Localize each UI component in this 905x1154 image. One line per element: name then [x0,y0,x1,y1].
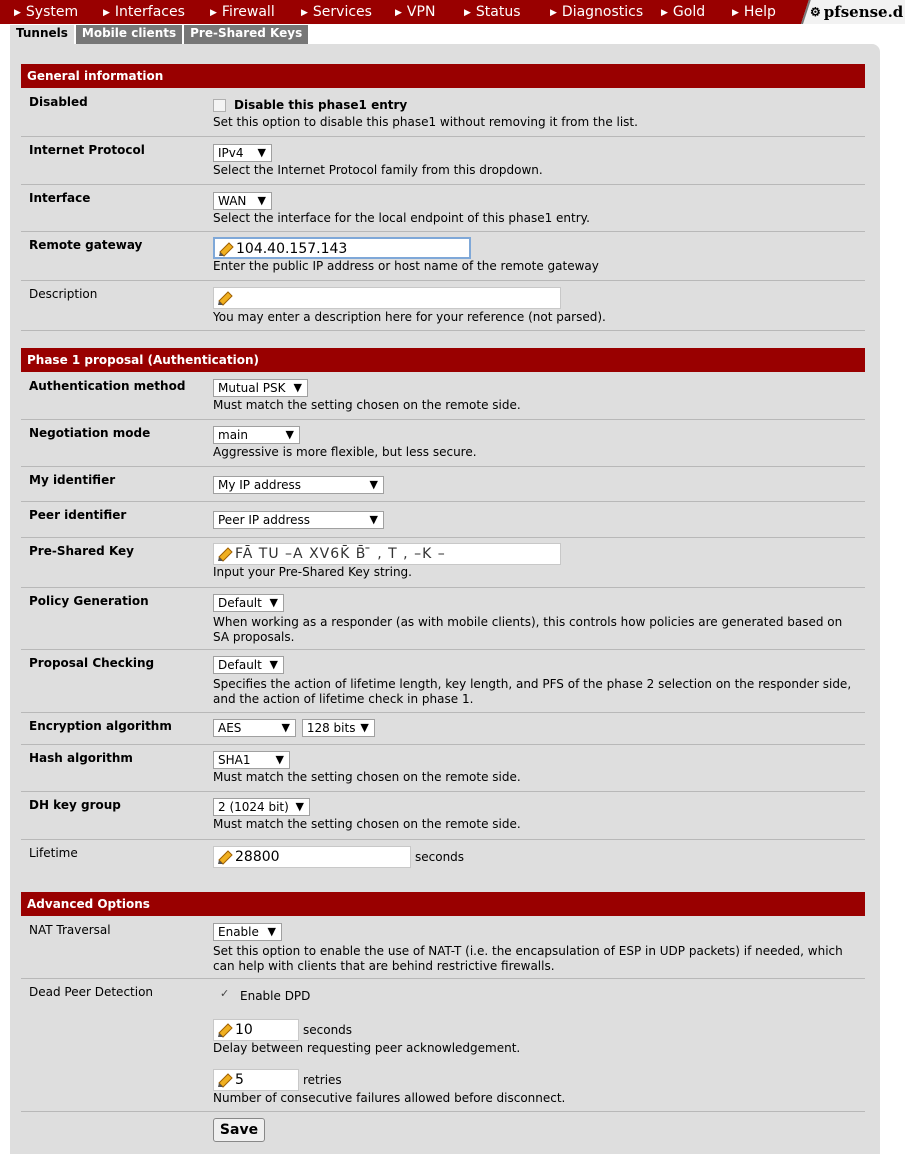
pencil-icon [217,290,235,306]
nav-status[interactable]: ▶ Status [464,4,521,20]
help-hash: Must match the setting chosen on the remote side. [213,770,521,784]
row-dh [21,792,865,840]
section-phase1: Phase 1 proposal (Authentication) [21,348,865,372]
auth-method-select[interactable]: Mutual PSK ▼ [213,379,308,397]
key-length-select[interactable]: 128 bits ▼ [302,719,375,737]
dropdown-arrow-icon: ▼ [369,478,378,491]
nav-gold[interactable]: ▶ Gold [661,4,706,20]
row-interface [21,185,865,232]
label-nat: NAT Traversal [29,923,111,937]
label-dpd: Dead Peer Detection [29,985,154,999]
dpd-retries-unit: retries [303,1073,342,1087]
row-disabled [21,89,865,137]
row-remote-gateway [21,232,865,281]
help-dh: Must match the setting chosen on the remote side. [213,817,521,831]
help-proposal-check: Specifies the action of lifetime length, key length, and PFS of the phase 2 selection on the responder side, and the action of lifetime check in phase 1. [213,677,852,706]
row-peer-identifier [21,502,865,538]
disable-checkbox[interactable] [213,99,226,112]
dropdown-arrow-icon: ▼ [293,381,302,394]
help-dpd-delay: Delay between requesting peer acknowledgement. [213,1041,521,1055]
nav-vpn[interactable]: ▶ VPN [395,4,436,20]
enable-dpd-label: Enable DPD [240,989,311,1003]
row-auth-method [21,373,865,420]
tab-bar [10,25,310,44]
row-proposal-check [21,650,865,713]
nav-services[interactable]: ▶ Services [301,4,372,20]
psk-input[interactable]: FĀ TU –A XV6K̄ B̄ ̄ , T , –K – [213,543,561,565]
pencil-icon [217,1072,235,1088]
row-negotiation [21,420,865,467]
negotiation-select[interactable]: main ▼ [213,426,300,444]
row-dpd [21,979,865,1112]
dropdown-arrow-icon: ▼ [269,658,278,671]
help-psk: Input your Pre-Shared Key string. [213,565,412,579]
nat-select[interactable]: Enable ▼ [213,923,282,941]
protocol-select[interactable]: IPv4 ▼ [213,144,272,162]
interface-select[interactable]: WAN ▼ [213,192,272,210]
dpd-delay-input[interactable]: 10 [213,1019,299,1041]
label-psk: Pre-Shared Key [29,544,134,558]
my-identifier-select[interactable]: My IP address ▼ [213,476,384,494]
nav-help[interactable]: ▶ Help [732,4,776,20]
top-nav [0,0,905,24]
nav-arrow-icon: ▶ [464,8,471,18]
help-nat: Set this option to enable the use of NAT-T (i.e. the encapsulation of ESP in UDP packets) if needed, which can help with clients that are behind restrictive firewalls. [213,944,843,973]
save-button[interactable]: Save [213,1118,265,1142]
brand-logo[interactable]: ⚙ pfsense.d [810,3,904,21]
pencil-icon [217,1022,235,1038]
lifetime-unit: seconds [415,850,465,864]
help-description: You may enter a description here for your reference (not parsed). [213,310,606,324]
help-remote-gateway: Enter the public IP address or host name of the remote gateway [213,259,599,273]
dropdown-arrow-icon: ▼ [360,721,369,734]
tab-mobile-clients[interactable]: Mobile clients [76,25,182,44]
label-encryption: Encryption algorithm [29,719,172,733]
dropdown-arrow-icon: ▼ [269,596,278,609]
dropdown-arrow-icon: ▼ [267,925,276,938]
help-auth-method: Must match the setting chosen on the remote side. [213,398,521,412]
nav-arrow-icon: ▶ [395,8,402,18]
nav-firewall[interactable]: ▶ Firewall [210,4,275,20]
row-description [21,281,865,331]
nav-arrow-icon: ▶ [732,8,739,18]
help-interface: Select the interface for the local endpoint of this phase1 entry. [213,211,590,225]
tab-pre-shared-keys[interactable]: Pre-Shared Keys [184,25,308,44]
disable-checkbox-label: Disable this phase1 entry [234,98,408,112]
label-dh: DH key group [29,798,121,812]
row-lifetime [21,840,865,876]
row-encryption [21,713,865,745]
pfsense-logo-icon: ⚙ [810,5,821,19]
help-dpd-retries: Number of consecutive failures allowed before disconnect. [213,1091,566,1105]
nav-interfaces[interactable]: ▶ Interfaces [103,4,185,20]
label-protocol: Internet Protocol [29,143,145,157]
label-negotiation: Negotiation mode [29,426,151,440]
label-disabled: Disabled [29,95,88,109]
label-hash: Hash algorithm [29,751,133,765]
row-psk [21,538,865,588]
help-protocol: Select the Internet Protocol family from this dropdown. [213,163,543,177]
help-negotiation: Aggressive is more flexible, but less secure. [213,445,477,459]
dpd-delay-unit: seconds [303,1023,353,1037]
dropdown-arrow-icon: ▼ [257,146,266,159]
label-description: Description [29,287,98,301]
row-policy-gen [21,588,865,650]
dropdown-arrow-icon: ▼ [285,428,294,441]
description-input[interactable] [213,287,561,309]
pencil-icon [217,849,235,865]
row-my-identifier [21,467,865,502]
pencil-icon [217,546,235,562]
label-interface: Interface [29,191,91,205]
nav-arrow-icon: ▶ [210,8,217,18]
nav-arrow-icon: ▶ [14,8,21,18]
dropdown-arrow-icon: ▼ [369,513,378,526]
row-hash [21,745,865,792]
hash-select[interactable]: SHA1 ▼ [213,751,290,769]
pencil-icon [218,241,236,257]
label-remote-gateway: Remote gateway [29,238,143,252]
label-my-identifier: My identifier [29,473,116,487]
dropdown-arrow-icon: ▼ [257,194,266,207]
nav-arrow-icon: ▶ [550,8,557,18]
tab-tunnels[interactable]: Tunnels [10,25,74,44]
encryption-select[interactable]: AES ▼ [213,719,296,737]
row-nat [21,917,865,979]
nav-arrow-icon: ▶ [301,8,308,18]
lifetime-input[interactable]: 28800 [213,846,411,868]
nav-system[interactable]: ▶ System [14,4,79,20]
label-lifetime: Lifetime [29,846,78,860]
section-general: General information [21,64,865,88]
enable-dpd-checkbox[interactable] [219,990,232,1003]
help-policy-gen: When working as a responder (as with mobile clients), this controls how policies are generated based on SA proposals. [213,615,843,644]
peer-identifier-select[interactable]: Peer IP address ▼ [213,511,384,529]
help-disabled: Set this option to disable this phase1 without removing it from the list. [213,115,638,129]
label-auth-method: Authentication method [29,379,186,393]
label-policy-gen: Policy Generation [29,594,149,608]
label-proposal-check: Proposal Checking [29,656,155,670]
section-advanced: Advanced Options [21,892,865,916]
dh-select[interactable]: 2 (1024 bit) ▼ [213,798,310,816]
nav-arrow-icon: ▶ [661,8,668,18]
dpd-retries-input[interactable]: 5 [213,1069,299,1091]
row-protocol [21,137,865,185]
dropdown-arrow-icon: ▼ [281,721,290,734]
dropdown-arrow-icon: ▼ [275,753,284,766]
label-peer-identifier: Peer identifier [29,508,127,522]
nav-arrow-icon: ▶ [103,8,110,18]
proposal-check-select[interactable]: Default ▼ [213,656,284,674]
dropdown-arrow-icon: ▼ [295,800,304,813]
policy-gen-select[interactable]: Default ▼ [213,594,284,612]
nav-diagnostics[interactable]: ▶ Diagnostics [550,4,644,20]
remote-gateway-input[interactable]: 104.40.157.143 [213,237,471,259]
